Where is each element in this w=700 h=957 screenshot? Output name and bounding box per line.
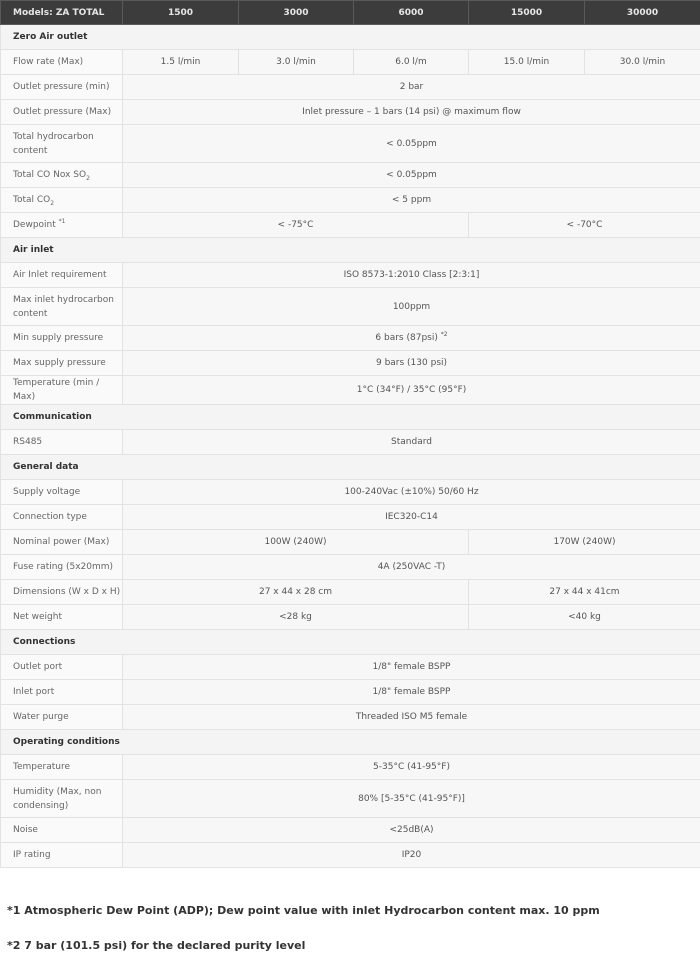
row-value: 5-35°C (41-95°F) — [123, 755, 700, 780]
row-value: 4A (250VAC -T) — [123, 555, 700, 580]
table-row — [1, 655, 700, 680]
row-label: Dimensions (W x D x H) — [1, 580, 123, 605]
row-value: 100W (240W) — [123, 530, 469, 555]
row-value: 170W (240W) — [469, 530, 700, 555]
row-label: Nominal power (Max) — [1, 530, 123, 555]
table-row — [1, 818, 700, 843]
row-label: Net weight — [1, 605, 123, 630]
section-title: Communication — [1, 405, 700, 430]
row-value: 1.5 l/min — [123, 50, 239, 75]
row-label: Outlet port — [1, 655, 123, 680]
row-label: Supply voltage — [1, 480, 123, 505]
table-row — [1, 125, 700, 163]
row-label: Inlet port — [1, 680, 123, 705]
row-value: 3.0 l/min — [239, 50, 354, 75]
row-value: IEC320-C14 — [123, 505, 700, 530]
row-label: Total hydrocarbon content — [1, 125, 123, 163]
row-value: 27 x 44 x 28 cm — [123, 580, 469, 605]
row-value: 100-240Vac (±10%) 50/60 Hz — [123, 480, 700, 505]
row-value: 9 bars (130 psi) — [123, 351, 700, 376]
table-row — [1, 680, 700, 705]
row-label: Outlet pressure (Max) — [1, 100, 123, 125]
row-label: Temperature (min / Max) — [1, 376, 123, 405]
table-row — [1, 376, 700, 405]
row-value: < 0.05ppm — [123, 163, 700, 188]
row-label: Connection type — [1, 505, 123, 530]
table-header-row — [1, 1, 700, 25]
row-value: < 0.05ppm — [123, 125, 700, 163]
row-label: Temperature — [1, 755, 123, 780]
model-6000: 6000 — [354, 1, 469, 25]
section-general-data — [1, 455, 700, 480]
row-value: IP20 — [123, 843, 700, 868]
table-row — [1, 326, 700, 351]
row-label: IP rating — [1, 843, 123, 868]
row-label: Max inlet hydrocarbon content — [1, 288, 123, 326]
section-communication — [1, 405, 700, 430]
row-label: RS485 — [1, 430, 123, 455]
table-row — [1, 755, 700, 780]
row-label: Noise — [1, 818, 123, 843]
row-value: 80% [5-35°C (41-95°F)] — [123, 780, 700, 818]
row-value — [123, 326, 700, 351]
subscript: 2 — [50, 199, 55, 207]
label-text: Dewpoint — [13, 220, 56, 230]
row-value: 2 bar — [123, 75, 700, 100]
row-value: 6.0 l/m — [354, 50, 469, 75]
row-label: Flow rate (Max) — [1, 50, 123, 75]
row-value: 100ppm — [123, 288, 700, 326]
table-row — [1, 188, 700, 213]
value-text: 6 bars (87psi) — [375, 333, 438, 343]
row-value: 1/8" female BSPP — [123, 655, 700, 680]
table-row — [1, 505, 700, 530]
row-label: Air Inlet requirement — [1, 263, 123, 288]
model-15000: 15000 — [469, 1, 585, 25]
table-row — [1, 705, 700, 730]
model-3000: 3000 — [239, 1, 354, 25]
table-row — [1, 100, 700, 125]
section-title: Connections — [1, 630, 700, 655]
models-label: Models: ZA TOTAL — [1, 1, 123, 25]
subscript: 2 — [86, 174, 90, 182]
row-value: Standard — [123, 430, 700, 455]
section-operating-conditions — [1, 730, 700, 755]
table-row — [1, 163, 700, 188]
section-title: General data — [1, 455, 700, 480]
section-connections — [1, 630, 700, 655]
table-row — [1, 480, 700, 505]
row-value: < -75°C — [123, 213, 469, 238]
table-row — [1, 530, 700, 555]
table-row — [1, 75, 700, 100]
table-row — [1, 605, 700, 630]
footnote-2: *2 7 bar (101.5 psi) for the declared purity level — [7, 939, 306, 952]
table-row — [1, 555, 700, 580]
row-label: Fuse rating (5x20mm) — [1, 555, 123, 580]
table-row — [1, 50, 700, 75]
row-value: 15.0 l/min — [469, 50, 585, 75]
row-label: Outlet pressure (min) — [1, 75, 123, 100]
row-value: 30.0 l/min — [585, 50, 700, 75]
section-title: Air inlet — [1, 238, 700, 263]
row-value: <28 kg — [123, 605, 469, 630]
footnote-marker: *1 — [58, 218, 66, 225]
model-1500: 1500 — [123, 1, 239, 25]
table-row — [1, 263, 700, 288]
table-row — [1, 780, 700, 818]
model-30000: 30000 — [585, 1, 700, 25]
table-row — [1, 580, 700, 605]
section-title: Zero Air outlet — [1, 25, 700, 50]
row-label: Min supply pressure — [1, 326, 123, 351]
row-label — [1, 213, 123, 238]
row-value: Threaded ISO M5 female — [123, 705, 700, 730]
label-text: Total CO Nox SO — [13, 170, 87, 180]
footnote-1: *1 Atmospheric Dew Point (ADP); Dew point value with inlet Hydrocarbon content max. 10 ppm — [7, 904, 600, 917]
row-label: Humidity (Max, non condensing) — [1, 780, 123, 818]
row-value: < -70°C — [469, 213, 700, 238]
label-text: Total CO — [13, 195, 51, 205]
row-value: Inlet pressure – 1 bars (14 psi) @ maximum flow — [123, 100, 700, 125]
section-zero-air-outlet — [1, 25, 700, 50]
row-value: 27 x 44 x 41cm — [469, 580, 700, 605]
table-row — [1, 843, 700, 868]
section-air-inlet — [1, 238, 700, 263]
table-row — [1, 288, 700, 326]
row-value: <25dB(A) — [123, 818, 700, 843]
row-value: 1°C (34°F) / 35°C (95°F) — [123, 376, 700, 405]
row-label — [1, 163, 123, 188]
row-label — [1, 188, 123, 213]
table-row — [1, 351, 700, 376]
table-row — [1, 430, 700, 455]
row-label: Water purge — [1, 705, 123, 730]
row-value: ISO 8573-1:2010 Class [2:3:1] — [123, 263, 700, 288]
footnote-marker: *2 — [440, 331, 448, 338]
row-value: <40 kg — [469, 605, 700, 630]
row-value: < 5 ppm — [123, 188, 700, 213]
table-row — [1, 213, 700, 238]
row-value: 1/8" female BSPP — [123, 680, 700, 705]
section-title: Operating conditions — [1, 730, 700, 755]
row-label: Max supply pressure — [1, 351, 123, 376]
